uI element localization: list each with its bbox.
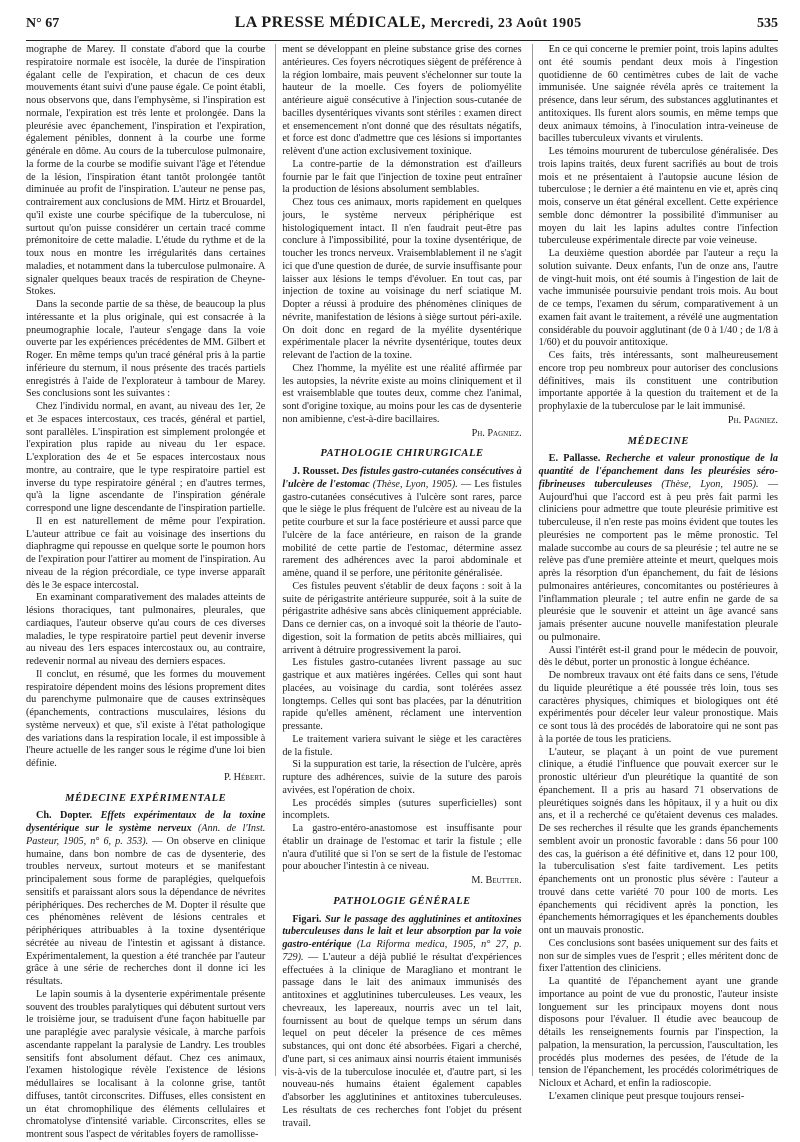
paragraph: Ces fistules peuvent s'établir de deux façons : soit à la suite de périgastrite antérieure suppurée, soit à la suite de périgastrite adhésive sans abcès cliniquement appréciable. Dans ce dernier cas, on a invoqué soit la théorie de l'auto-digestion, soit la formation de petits abcès milliaires, qui arrivent à détruire progressivement la paroi.: [282, 580, 522, 656]
paragraph: Si la suppuration est tarie, la résection de l'ulcère, après rupture des adhérences, suivie de la suture des parois avivées, est l'opération de choix.: [282, 759, 522, 796]
review-source: (Thèse, Lyon, 1905).: [372, 478, 458, 490]
review-text: — On observe en clinique humaine, dans bon nombre de cas de dysenterie, des troubles nerveux, surtout moteurs et se manifestant principalement sous forme de paraplégies, quelquefois sensitifs et paraissant alors sous la dépendance de névrites périphériques. Des recherches de M. Dopter il résulte que ces phénomènes relèvent de lésions centrales et périphériques attribuables à la toxine dysentérique sécrétée au niveau de l'intestin et agissant à distance. Expérimentalement, la question a été tranchée par l'auteur grâce à une série de recherches dont il donne ici les résultats.: [26, 835, 266, 987]
paragraph: Le traitement variera suivant le siège et les caractères de la fistule.: [282, 733, 522, 758]
paragraph: En examinant comparativement des malades atteints de lésions thoraciques, tant pulmonaires, pleurales, que cardiaques, l'auteur observe qu'au cours de ces diverses maladies, le type respiratoire partiel peut devenir inverse au niveau des 1ers espaces intercostaux ou, au contraire, redevenir normal au niveau des derniers espaces.: [26, 592, 266, 667]
review-source: (Ann. de l'Inst. Pasteur, 1905, n° 6, p. 353).: [26, 823, 266, 847]
paragraph: La quantité de l'épanchement ayant une grande importance au point de vue du pronostic, l'auteur insiste longuement sur les principaux moyens dont nous disposons pour l'évaluer. Il étudie avec beaucoup de détails les renseignements fournis par l'inspection, la palpation, la mensuration, la percussion, l'auscultation, les procédés plus modernes des pesées, de l'étude de la tension de l'épanchement, les procédés colorimétriques de Nicloux et Achard, et enfin la radioscopie.: [538, 976, 778, 1089]
signature: Ph. Pagniez.: [471, 427, 522, 439]
review-entry: [282, 466, 521, 581]
paragraph: ment se développant en pleine substance grise des cornes antérieures. Ces foyers nécrotiques siègent de préférence à la région lombaire, mais peuvent s'échelonner sur toute la hauteur de la moelle. Ces foyers de poliomyélite antérieure aiguë consécutive à l'injection sous-cutanée de bacilles dysentériques vivants sont stériles : examen direct et ensemencement n'ont donné que des résultats négatifs, et force est donc d'admettre que ces lésions si importantes relèvent d'une action exclusivement toxinique.: [282, 44, 522, 157]
section-heading: MÉDECINE: [627, 435, 690, 447]
review-text: — L'auteur a déjà publié le résultat d'expériences effectuées à la clinique de Maragliano et montrant le passage dans le lait des animaux immunisés des antitoxines et agglutinines tuberculeuses. Les veaux, les chevreaux, les lapereaux, nourris avec un tel lait, fournissent au bout de quelque temps un sérum dans lequel on peut déceler la présence de ces mêmes substances, qui ont donc été absorbées. Figari a cherché, d'une part, si ces animaux ainsi nourris étaient immunisés vis-à-vis de la tuberculose inoculée et, d'autre part, si les nouveau-nés humains étaient également capables d'absorber les agglutinines et antitoxines tuberculeuses. Les résultats de ces recherches font l'objet du présent travail.: [282, 951, 522, 1129]
paragraph: Il conclut, en résumé, que les formes du mouvement respiratoire dépendent moins des lésions proprement dites du parenchyme pulmonaire que de causes extrinsèques (épanchements, contractions musculaires, lésions du système nerveux) et que, s'il existe à l'état pathologique des variations dans la respiration locale, il est impossible à l'heure actuelle de les ranger sous le régime d'une loi bien définie.: [26, 668, 266, 769]
issue-date: Mercredi, 23 Août 1905: [430, 16, 582, 31]
column-1: [26, 44, 266, 1140]
paragraph: La deuxième question abordée par l'auteur a reçu la solution suivante. Deux enfants, l'un de onze ans, l'autre de vingt-huit mois, ont été soumis à l'ingestion de lait de vache immunisée poursuivie pendant trois mois. Au bout de ce temps, l'examen du sérum, comparativement à un examen fait avant le traitement, a révélé une augmentation considérable du pouvoir agglutinant (de 0 à 1/40 ; de 1/8 à 1/60) et du pouvoir antitoxique.: [538, 248, 778, 349]
paragraph: De nombreux travaux ont été faits dans ce sens, l'étude du liquide pleurétique a été poussée très loin, tous ses caractères physiques, chimiques et biologiques ont été expérimentés pour déceler leur valeur pronostique. Mais ce sont tous là des procédés de laboratoire qui ne sont pas à la portée de tous les praticiens.: [538, 670, 778, 745]
page-number: 535: [756, 16, 778, 31]
signature: P. Hébert.: [224, 771, 266, 783]
paragraph: Les fistules gastro-cutanées livrent passage au suc gastrique et aux matières ingérées. Celles qui sont haut placées, au voisinage du cardia, sont tolérées assez longtemps. Celles qui sont bas placées, par la dénutrition rapide qu'elles amènent, réclament une intervention pressante.: [282, 657, 522, 732]
paragraph: En ce qui concerne le premier point, trois lapins adultes ont été soumis pendant deux mois à l'ingestion quotidienne de 60 centimètres cubes de lait de vache immunisée. Une saignée révéla après ce traitement la présence, dans leur sérum, des substances agglutinantes et antitoxiques. Ils furent alors soumis, en même temps que deux animaux témoins, à l'inoculation intra-veineuse de bacilles tuberculeux vivants et virulents.: [538, 44, 778, 145]
review-author: Figari.: [292, 913, 322, 925]
section-heading: PATHOLOGIE CHIRURGICALE: [320, 448, 484, 460]
paragraph: Chez l'individu normal, en avant, au niveau des 1er, 2e et 3e espaces intercostaux, ces tracés, général et partiel, sont parallèles. L'inspiration est simplement prolongée et l'expiration plus rapide au niveau du 1er espace. L'exploration des 4e et 5e espaces intercostaux nous montre, au contraire, que le type respiratoire partiel est inverse du type respiratoire général ; en d'autres termes, qu'à la ligne ascendante de l'inspiration générale correspond une ligne descendante de l'inspiration partielle.: [26, 401, 266, 514]
paragraph: Les procédés simples (sutures superficielles) sont incomplets.: [282, 797, 522, 822]
section-heading: PATHOLOGIE GÉNÉRALE: [333, 895, 471, 907]
signature: Ph. Pagniez.: [727, 414, 778, 426]
review-title: Recherche et valeur pronostique de la quantité de l'épanchement dans les pleurésies séro-fibrineuses tuberculeuses: [538, 453, 778, 490]
review-source: (Thèse, Lyon, 1905).: [661, 478, 759, 490]
paragraph: Ces faits, très intéressants, sont malheureusement encore trop peu nombreux pour autoriser des conclusions définitives, mais ils constituent une contribution importante apportée à la question du traitement et de la prophylaxie de la tuberculose par le lait immunisé.: [538, 350, 778, 412]
column-3: [532, 44, 779, 1102]
review-author: Ch. Dopter.: [36, 810, 93, 822]
paragraph: mographe de Marey. Il constate d'abord que la courbe respiratoire normale est isocèle, la durée de l'inspiration égalant celle de l'expiration, et chacun de ces deux mouvements étant suivi d'une pause égale. Ce point établi, nous observons que, dans l'emphysème, si l'inspiration est normale, l'expiration est très lente et prolongée. Dans la pleurésie avec épanchement, l'inspiration et l'expiration, également pénibles, donnent à la courbe une forme générale en dôme. Au cours de la tuberculose pulmonaire, la forme de la courbe se modifie suivant l'âge et l'étendue de la lésion, l'inspiration étant tantôt prolongée tantôt diminuée au profit de l'inspiration. L'auteur ne pense pas, contrairement aux conclusions de MM. Hirtz et Brouardel, qu'il existe une courbe spécifique de la tuberculose, ni surtout qu'on puisse considérer un certain tracé comme prémonitoire de cette maladie. L'étude du rythme et de la toux nous en montre les irrégularités dans certaines maladies, et notamment dans la tuberculose pulmonaire. A signaler quelques beaux tracés de respiration de Cheyne-Stokes.: [26, 44, 266, 298]
review-author: J. Rousset.: [292, 466, 340, 477]
paragraph: Les témoins moururent de tuberculose généralisée. Des trois lapins traités, deux furent sacrifiés au bout de trois mois et ne présentaient à l'autopsie aucune lésion de tuberculose ; le dernier a été maintenu en vie et, après cinq mois, conserve un état général excellent. Cette expérience semble donc démontrer la possibilité d'immuniser au moyen du lait les lapins adultes contre l'infection tuberculeuse expérimentale directe par voie veineuse.: [538, 146, 778, 247]
paragraph: L'examen clinique peut presque toujours rensei-: [548, 1090, 745, 1102]
page-header: [26, 0, 778, 41]
review-source: (La Riforma medica, 1905, n° 27, p. 729).: [282, 939, 522, 963]
signature: M. Beutter.: [471, 875, 522, 886]
paragraph: Le lapin soumis à la dysenterie expérimentale présente souvent des troubles paralytiques qui débutent surtout vers le troisième jour, se traduisent d'une façon habituelle par une paraplégie avec paralysie vésicale, à marche parfois ascendante rappelant la paralysie de Landry. Les troubles sensitifs font absolument défaut. Chez ces animaux, l'examen histologique révèle l'existence de lésions médullaires se localisant à la colonne grise, tantôt diffuses, tantôt circonscrites. Diffuses, elles consistent en un état chromophilique des éléments cellulaires et chromatolyse d'intensité variable. Circonscrites, elles se montrent sous l'aspect de véritables foyers de ramollisse-: [26, 988, 266, 1140]
paragraph: La gastro-entéro-anastomose est insuffisante pour établir un drainage de l'estomac et tarir la fistule ; elle n'aura d'utilité que si l'on se sert de la fistule de l'estomac pour aboucher l'intestin à ce niveau.: [282, 823, 522, 873]
masthead: [235, 14, 582, 32]
review-title: Sur le passage des agglutinines et antitoxines tuberculeuses dans le lait et leur absorption par la voie gastro-entérique: [282, 913, 522, 950]
paragraph: Dans la seconde partie de sa thèse, de beaucoup la plus intéressante et la plus originale, qui est consacrée à la pneumographie locale, l'auteur s'engage dans la voie ouverte par les expériences précédentes de MM. Gilbert et Roger. En même temps qu'un tracé général pris à la partie inférieure du sternum, il nous présente des tracés partiels enregistrés à l'aide de l'explorateur à tambour de Marey. Ses conclusions sont les suivantes :: [26, 299, 266, 400]
review-entry: [282, 914, 521, 1131]
review-entry: [539, 453, 778, 644]
column-2: [275, 44, 522, 1129]
paragraph: Ces conclusions sont basées uniquement sur des faits et non sur de simples vues de l'esprit ; elles méritent donc de fixer l'attention des cliniciens.: [538, 937, 778, 975]
paragraph: Il en est naturellement de même pour l'expiration. L'auteur attribue ce fait au voisinage des insertions du diaphragme qui repousse en quelque sorte le poumon hors de l'expiration pour l'attirer au moment de l'inspiration. Au niveau de la région précordiale, ce type inverse apparaît dès le 3e espace intercostal.: [26, 515, 266, 591]
review-title: Des fistules gastro-cutanées consécutives à l'ulcère de l'estomac: [282, 466, 522, 490]
review-author: E. Pallasse.: [548, 453, 601, 465]
review-entry: [26, 810, 265, 989]
paragraph: Chez tous ces animaux, morts rapidement en quelques jours, le système nerveux périphérique est histologiquement intact. Il n'en faudrait peut-être pas conclure à l'impossibilité, pour la toxine dysentérique, de toucher les troncs nerveux. Vraisemblablement il ne s'agit ici que d'une question de durée, de survie insuffisante pour laisser aux lésions le temps d'évoluer. En tout cas, par injection de toxine au voisinage du nerf sciatique M. Dopter a réussi à produire des phénomènes cliniques de névrite, manifestation de lésions à siège surtout péri-axile. On doit donc en regard de la myélite dysentérique expérimentale placer la névrite dysentérique, toutes deux relevant de l'action de la toxine.: [282, 197, 522, 361]
paragraph: Aussi l'intérêt est-il grand pour le médecin de pouvoir, dès le début, porter un pronostic à longue échéance.: [538, 644, 778, 669]
issue-number: N° 67: [26, 16, 60, 31]
paragraph: L'auteur, se plaçant à un point de vue purement clinique, a étudié l'influence que pouvait exercer sur le pronostic ultérieur d'un pleurétique la quantité de son épanchement. Il a pris au hasard 71 observations de pleurétiques soignés dans les hôpitaux, il y a huit ou dix ans, et il a recherché ce qu'étaient devenus ces malades. De ses recherches il résulte que les grands épanchements semblent avoir un pronostic favorable : dans 56 pour 100 des cas, la guérison a été définitive et, dans 12 pour 100, la tuberculisation s'est faite tardivement. Les petits épanchements ont un pronostic plus sévère : l'auteur a trouvé dans cette variété 70 pour 100 de morts. Les épanchements qui récidivent après la ponction, les épanchements hémorragiques et les épanchements doubles ont un mauvais pronostic.: [538, 746, 778, 936]
review-text: — Les fistules gastro-cutanées consécutives à l'ulcère sont rares, parce que le siège le plus fréquent de l'ulcère est au niveau de la petite courbure et sur la face postérieure et aussi parce que l'ulcère de la face antérieure, en raison de la grande mobilité de cette partie de l'estomac, détermine assez rarement des adhérences avec la paroi abdominale et amène, quand il se perfore, une péritonite généralisée.: [282, 478, 522, 579]
review-title: Effets expérimentaux de la toxine dysentérique sur le système nerveux: [26, 810, 266, 834]
columns: [26, 44, 779, 1140]
paragraph: Chez l'homme, la myélite est une réalité affirmée par les autopsies, la névrite existe au moins cliniquement et il est vraisemblable que toutes deux, comme chez l'animal, sont d'origine toxique, au moins pour les cas de dysenterie non amibienne, c'est-à-dire bacillaires.: [282, 362, 522, 425]
review-text: — Aujourd'hui que l'accord est à peu près fait parmi les cliniciens pour admettre que toute pleurésie primitive est tuberculeuse, il n'en reste pas moins évident que toutes les pleurésies ne comportent pas le même pronostic. Tel malade succombe au cours de sa pleurésie ; tel autre ne se relève pas d'une première atteinte et meurt, quelques mois après la résorption d'un épanchement, du fait de lésions pulmonaires antérieures, concomitantes ou postérieures à l'inflammation pleurale ; tel autre enfin ne garde de sa pleurésie que le souvenir et atteint un âge avancé sans jamais présenter aucune nouvelle manifestation pleurale ou pulmonaire.: [538, 478, 779, 643]
paragraph: La contre-partie de la démonstration est d'ailleurs fournie par le fait que l'injection de toxine peut entraîner la production de lésions absolument semblables.: [282, 158, 522, 196]
journal-title: LA PRESSE MÉDICALE,: [234, 14, 426, 31]
section-heading: MÉDECINE EXPÉRIMENTALE: [65, 792, 227, 804]
